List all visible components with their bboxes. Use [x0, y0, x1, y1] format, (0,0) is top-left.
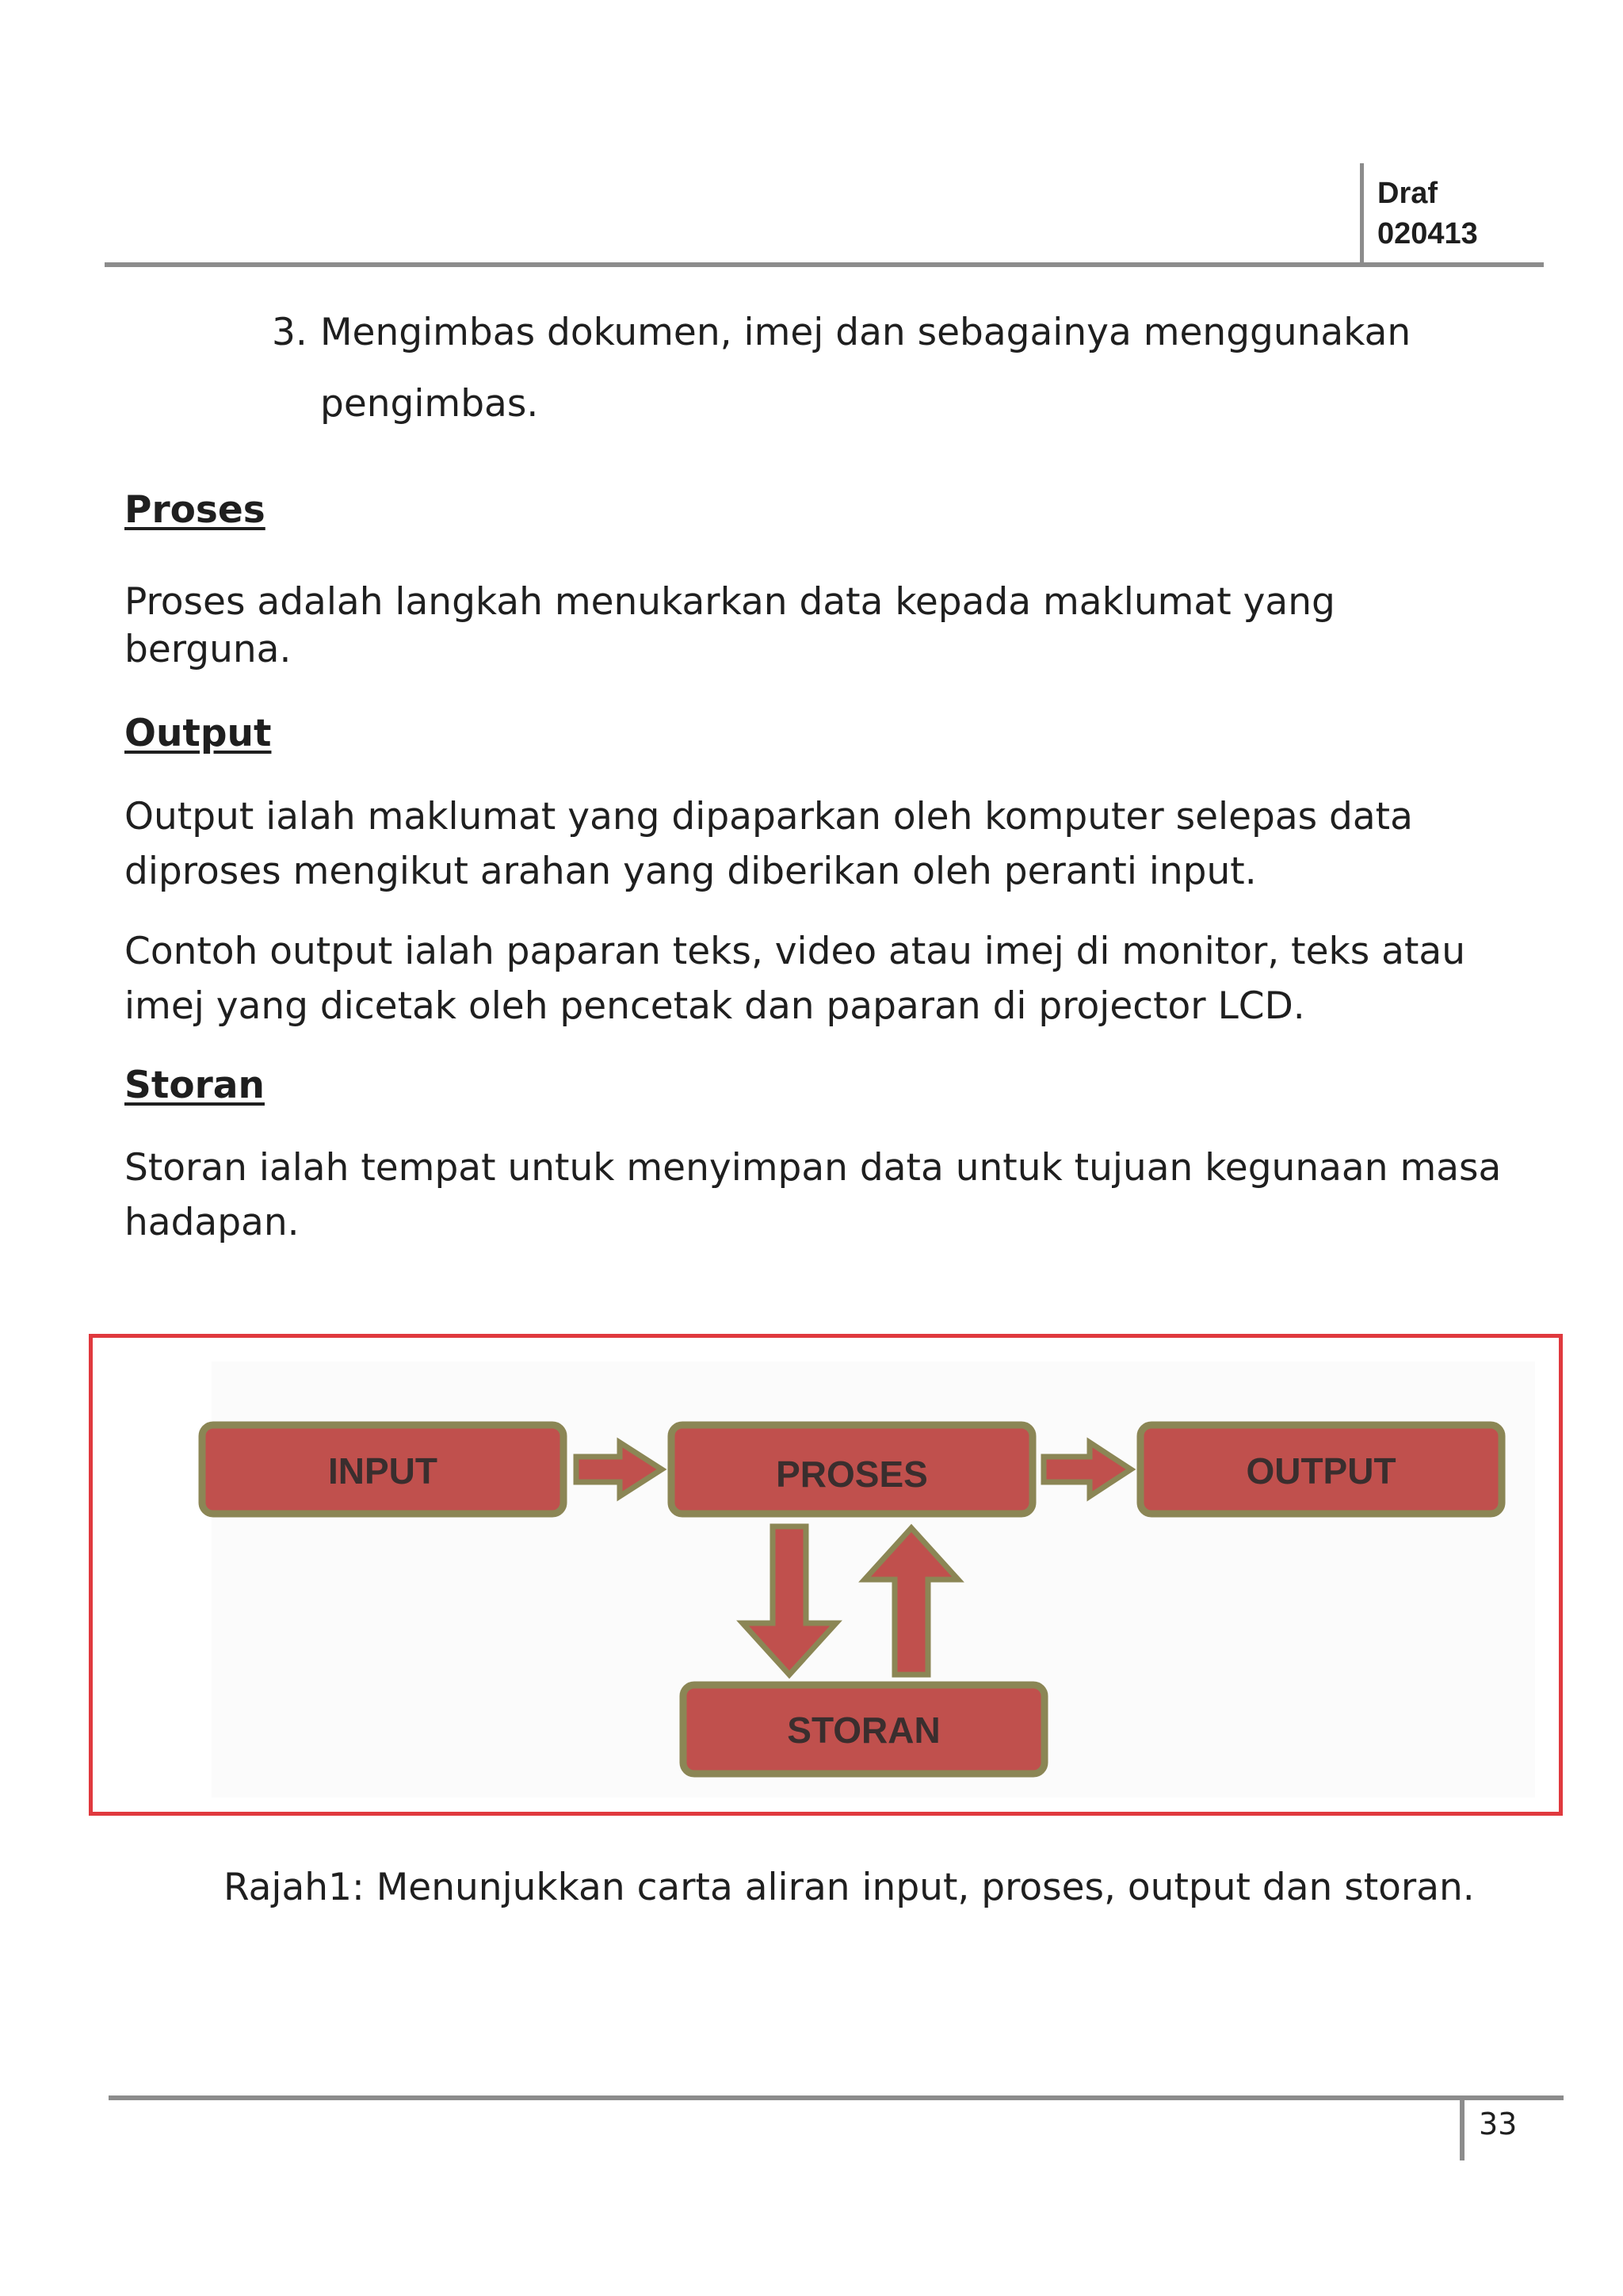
output-p2-line-1: Contoh output ialah paparan teks, video atau imej di monitor, teks atau: [124, 930, 1465, 973]
arrow-storan-to-proses: [865, 1528, 958, 1675]
output-p1-line-1: Output ialah maklumat yang dipaparkan oleh komputer selepas data: [124, 795, 1413, 839]
list-item-line-1: Mengimbas dokumen, imej dan sebagainya menggunakan: [320, 311, 1411, 354]
section-heading-proses: Proses: [124, 488, 265, 532]
diagram-frame: [89, 1334, 1563, 1816]
flow-diagram: [93, 1338, 1559, 1812]
header-divider-vertical: [1360, 163, 1364, 266]
storan-line-1: Storan ialah tempat untuk menyimpan data untuk tujuan kegunaan masa: [124, 1146, 1502, 1190]
arrow-proses-to-storan: [743, 1526, 836, 1675]
page-number: 33: [1479, 2107, 1518, 2141]
header-rule: [105, 262, 1544, 267]
storan-line-2: hadapan.: [124, 1201, 300, 1244]
section-heading-output: Output: [124, 712, 272, 755]
proses-line-1: Proses adalah langkah menukarkan data kepada maklumat yang: [124, 580, 1335, 624]
footer-divider-vertical: [1460, 2097, 1465, 2160]
proses-line-2: berguna.: [124, 628, 292, 671]
input-label: INPUT: [328, 1450, 437, 1492]
proses-label: PROSES: [776, 1454, 928, 1495]
output-p2-line-2: imej yang dicetak oleh pencetak dan paparan di projector LCD.: [124, 984, 1305, 1028]
draft-label: Draf: [1377, 177, 1438, 210]
list-number: 3.: [272, 311, 307, 354]
section-heading-storan: Storan: [124, 1064, 265, 1107]
footer-rule: [109, 2095, 1564, 2100]
arrow-proses-to-output: [1044, 1442, 1131, 1496]
figure-caption: Rajah1: Menunjukkan carta aliran input, proses, output dan storan.: [223, 1866, 1475, 1909]
list-item-line-2: pengimbas.: [320, 382, 539, 426]
draft-code: 020413: [1377, 217, 1478, 250]
arrow-input-to-proses: [576, 1442, 662, 1496]
output-p1-line-2: diproses mengikut arahan yang diberikan oleh peranti input.: [124, 850, 1257, 893]
storan-label: STORAN: [787, 1710, 941, 1751]
output-label: OUTPUT: [1246, 1450, 1396, 1492]
